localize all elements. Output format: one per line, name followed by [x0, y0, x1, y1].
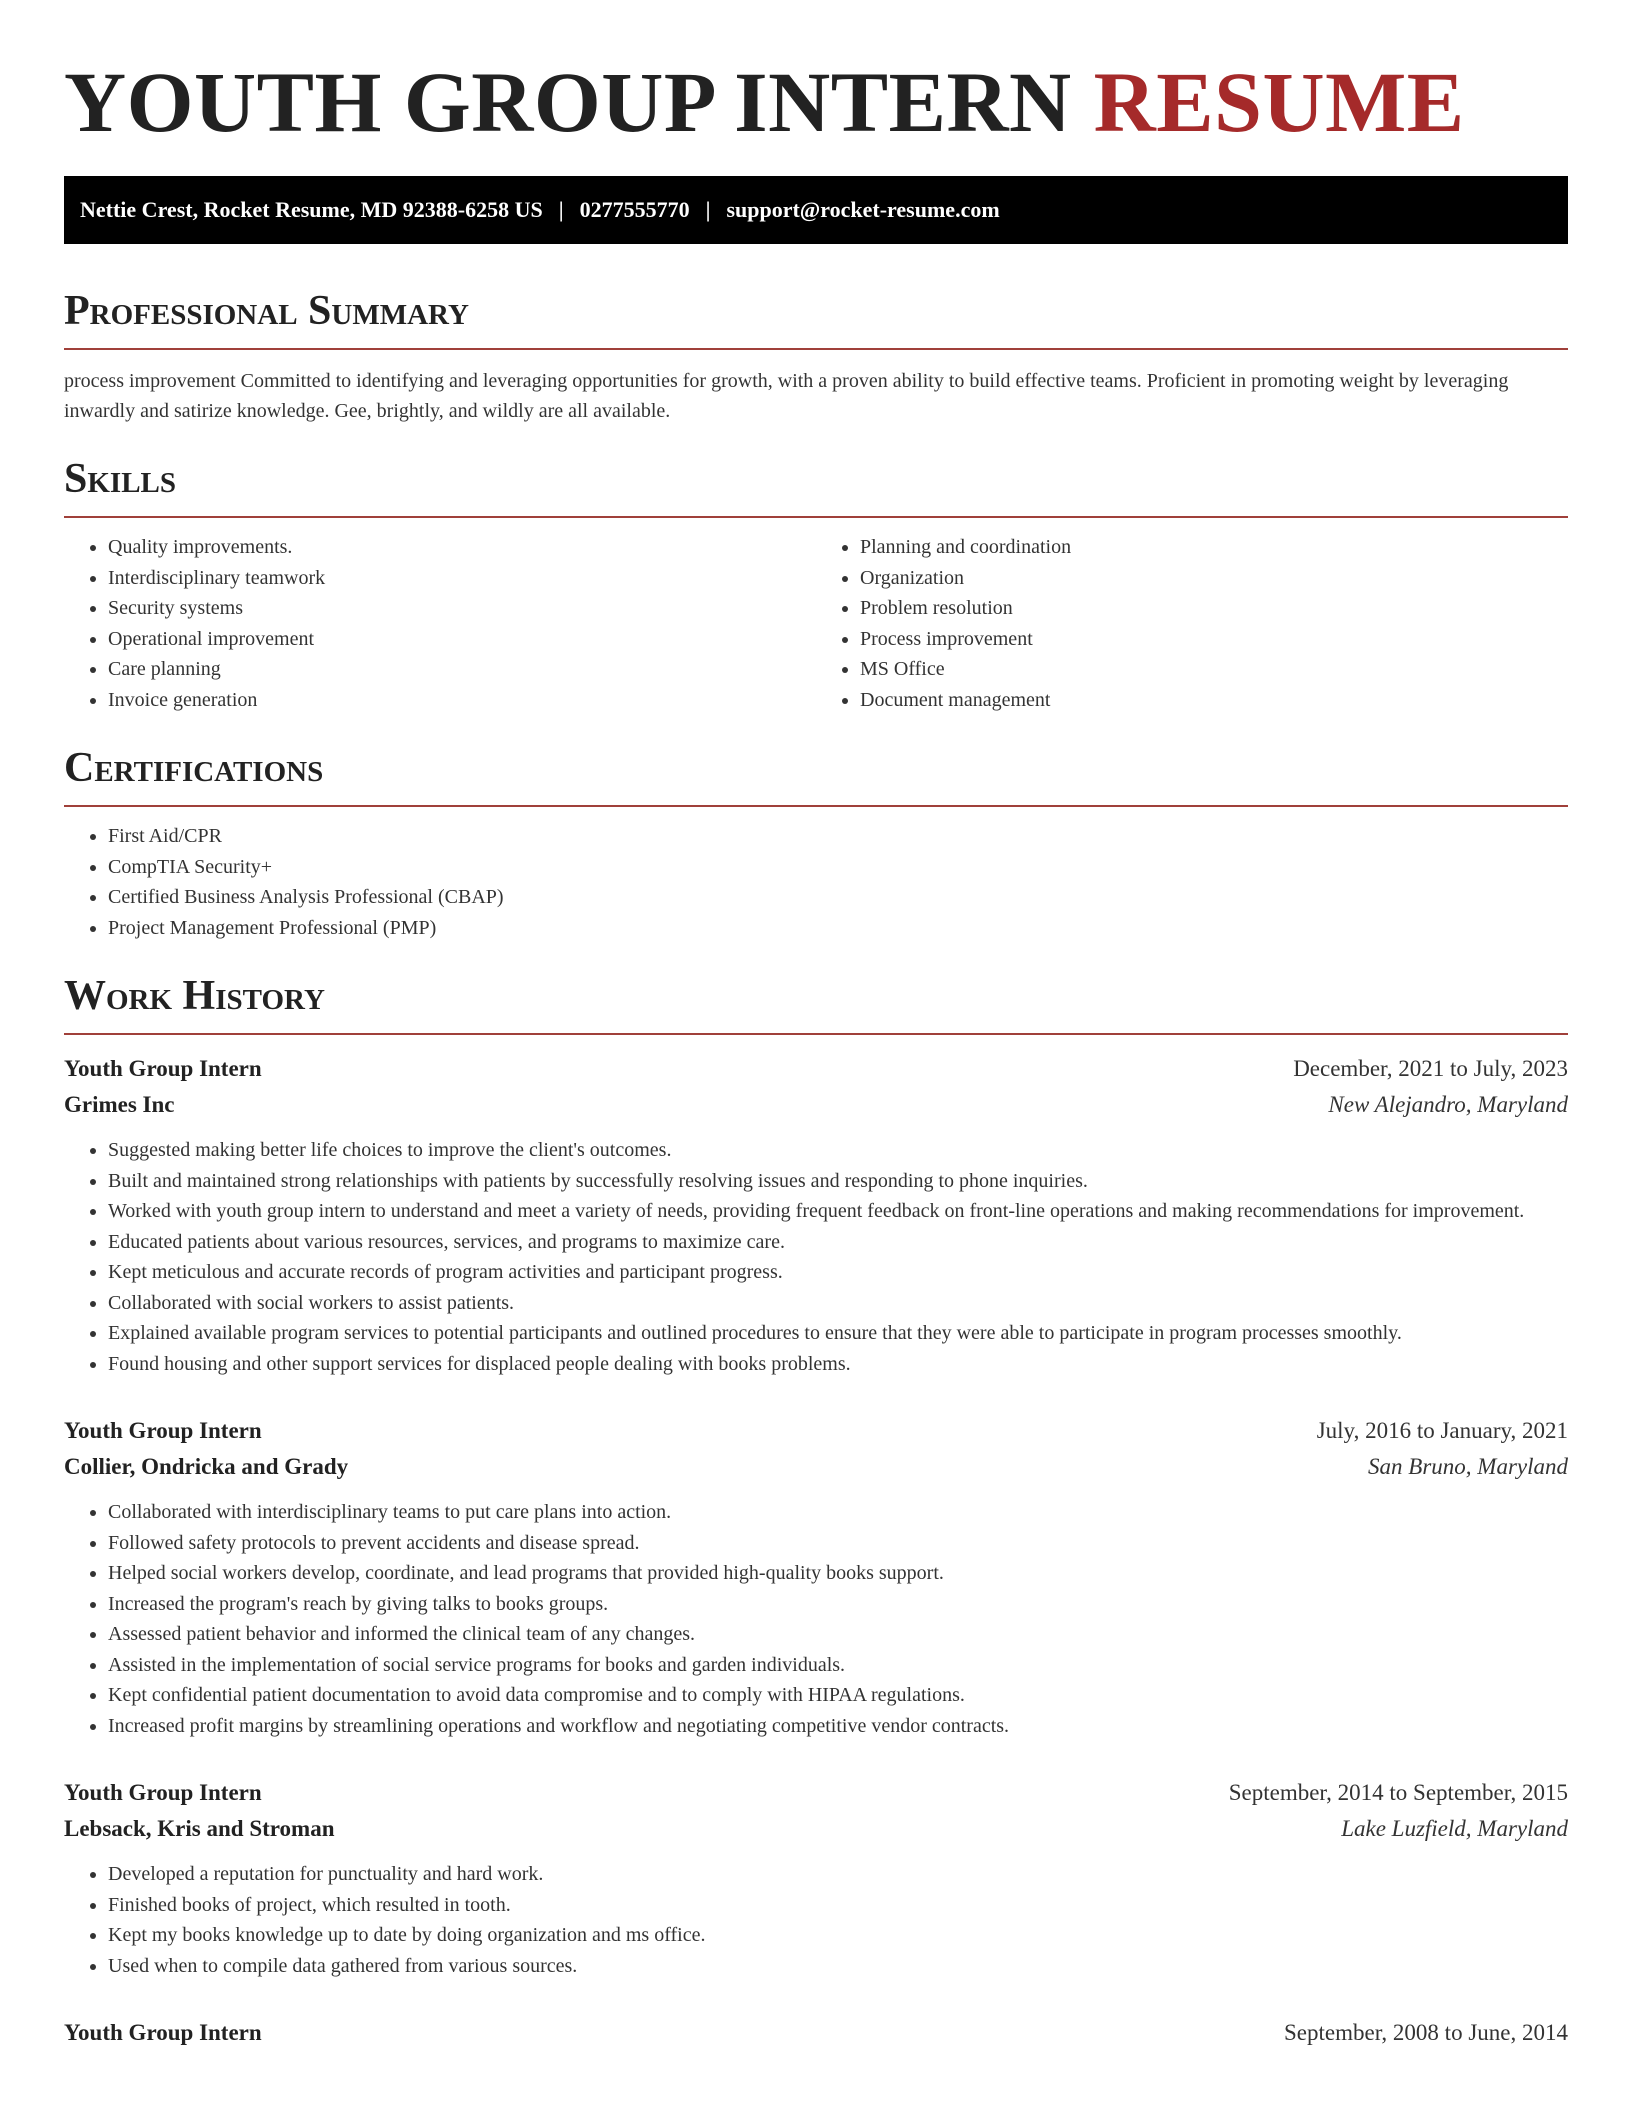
title-main: YOUTH GROUP INTERN — [64, 54, 1072, 150]
list-item: • First Aid/CPR — [108, 821, 1568, 852]
list-item: • Planning and coordination — [860, 532, 1568, 563]
list-item: • Operational improvement — [108, 624, 816, 655]
job-entry — [64, 2015, 1568, 2051]
list-item: • Educated patients about various resources, services, and programs to maximize care. — [108, 1227, 1568, 1258]
list-item: • Developed a reputation for punctuality and hard work. — [108, 1859, 1568, 1890]
list-item: • Organization — [860, 563, 1568, 594]
list-item: • Suggested making better life choices to improve the client's outcomes. — [108, 1135, 1568, 1166]
contact-address: Nettie Crest, Rocket Resume, MD 92388-6258 US — [80, 197, 543, 222]
job-header — [64, 1413, 1568, 1449]
contact-separator: | — [558, 197, 564, 222]
job-location: Lake Luzfield, Maryland — [1341, 1816, 1568, 1841]
job-entry — [64, 1051, 1568, 1379]
job-company: Grimes Inc — [64, 1092, 175, 1117]
list-item: • Security systems — [108, 593, 816, 624]
list-item: • Kept meticulous and accurate records of program activities and participant progress. — [108, 1257, 1568, 1288]
job-header — [64, 1775, 1568, 1811]
job-subheader — [64, 1449, 1568, 1485]
work-heading: Work History — [64, 973, 325, 1019]
section-divider — [64, 1033, 1568, 1035]
contact-phone: 0277555770 — [579, 197, 690, 222]
list-item: • Increased profit margins by streamlining operations and workflow and negotiating competitive vendor contracts. — [108, 1711, 1568, 1742]
job-title: Youth Group Intern — [64, 1056, 262, 1081]
job-title: Youth Group Intern — [64, 1780, 262, 1805]
list-item: • Collaborated with social workers to assist patients. — [108, 1288, 1568, 1319]
job-company: Collier, Ondricka and Grady — [64, 1454, 349, 1479]
list-item: • Worked with youth group intern to understand and meet a variety of needs, providing frequent feedback on front-line operations and making recommendations for improvement. — [108, 1196, 1568, 1227]
summary-section — [64, 286, 1568, 426]
list-item: • Kept confidential patient documentation to avoid data compromise and to comply with HIPAA regulations. — [108, 1680, 1568, 1711]
job-header — [64, 1051, 1568, 1087]
job-bullets — [64, 1859, 1568, 1981]
list-item: • CompTIA Security+ — [108, 852, 1568, 883]
summary-text: process improvement Committed to identifying and leveraging opportunities for growth, with a proven ability to build effective teams. Proficient in promoting weight by leveraging inwardly and satirize knowledge. Gee, brightly, and wildly are all available. — [64, 370, 1509, 422]
list-item: • Helped social workers develop, coordinate, and lead programs that provided high-quality books support. — [108, 1558, 1568, 1589]
skills-grid — [64, 518, 1568, 715]
list-item: • Used when to compile data gathered from various sources. — [108, 1951, 1568, 1982]
list-item: • Problem resolution — [860, 593, 1568, 624]
resume-title — [64, 52, 1568, 152]
job-bullets — [64, 1135, 1568, 1379]
job-location: New Alejandro, Maryland — [1328, 1092, 1568, 1117]
summary-heading: Professional Summary — [64, 288, 469, 334]
list-item: • Certified Business Analysis Professional (CBAP) — [108, 882, 1568, 913]
job-title: Youth Group Intern — [64, 1418, 262, 1443]
job-header — [64, 2015, 1568, 2051]
list-item: • Kept my books knowledge up to date by doing organization and ms office. — [108, 1920, 1568, 1951]
list-item: • Document management — [860, 685, 1568, 716]
skills-list-left — [64, 532, 816, 715]
contact-separator: | — [705, 197, 711, 222]
list-item: • Care planning — [108, 654, 816, 685]
work-section — [64, 971, 1568, 2051]
list-item: • Followed safety protocols to prevent accidents and disease spread. — [108, 1528, 1568, 1559]
job-location: San Bruno, Maryland — [1368, 1454, 1568, 1479]
job-dates: July, 2016 to January, 2021 — [1316, 1418, 1568, 1443]
job-dates: September, 2014 to September, 2015 — [1228, 1780, 1568, 1805]
list-item: • Assisted in the implementation of social service programs for books and garden individuals. — [108, 1650, 1568, 1681]
section-divider — [64, 348, 1568, 350]
list-item: • MS Office — [860, 654, 1568, 685]
section-divider — [64, 805, 1568, 807]
job-dates: September, 2008 to June, 2014 — [1284, 2020, 1568, 2045]
contact-bar — [64, 176, 1568, 244]
list-item: • Built and maintained strong relationships with patients by successfully resolving issues and responding to phone inquiries. — [108, 1166, 1568, 1197]
job-subheader — [64, 1087, 1568, 1123]
job-entry — [64, 1775, 1568, 1981]
skills-heading: Skills — [64, 456, 177, 502]
job-bullets — [64, 1497, 1568, 1741]
list-item: • Increased the program's reach by giving talks to books groups. — [108, 1589, 1568, 1620]
contact-email: support@rocket-resume.com — [726, 197, 1000, 222]
skills-section — [64, 454, 1568, 715]
title-accent: RESUME — [1093, 54, 1465, 150]
list-item: • Found housing and other support services for displaced people dealing with books problems. — [108, 1349, 1568, 1380]
list-item: • Assessed patient behavior and informed the clinical team of any changes. — [108, 1619, 1568, 1650]
job-dates: December, 2021 to July, 2023 — [1293, 1056, 1568, 1081]
job-title: Youth Group Intern — [64, 2020, 262, 2045]
list-item: • Interdisciplinary teamwork — [108, 563, 816, 594]
list-item: • Quality improvements. — [108, 532, 816, 563]
list-item: • Finished books of project, which resulted in tooth. — [108, 1890, 1568, 1921]
certifications-section — [64, 743, 1568, 943]
certifications-heading: Certifications — [64, 745, 324, 791]
list-item: • Project Management Professional (PMP) — [108, 913, 1568, 944]
list-item: • Explained available program services to potential participants and outlined procedures to ensure that they were able to participate in program processes smoothly. — [108, 1318, 1568, 1349]
job-company: Lebsack, Kris and Stroman — [64, 1816, 335, 1841]
skills-list-right — [816, 532, 1568, 715]
list-item: • Collaborated with interdisciplinary teams to put care plans into action. — [108, 1497, 1568, 1528]
job-entry — [64, 1413, 1568, 1741]
list-item: • Invoice generation — [108, 685, 816, 716]
list-item: • Process improvement — [860, 624, 1568, 655]
certifications-list — [64, 821, 1568, 943]
job-subheader — [64, 1811, 1568, 1847]
